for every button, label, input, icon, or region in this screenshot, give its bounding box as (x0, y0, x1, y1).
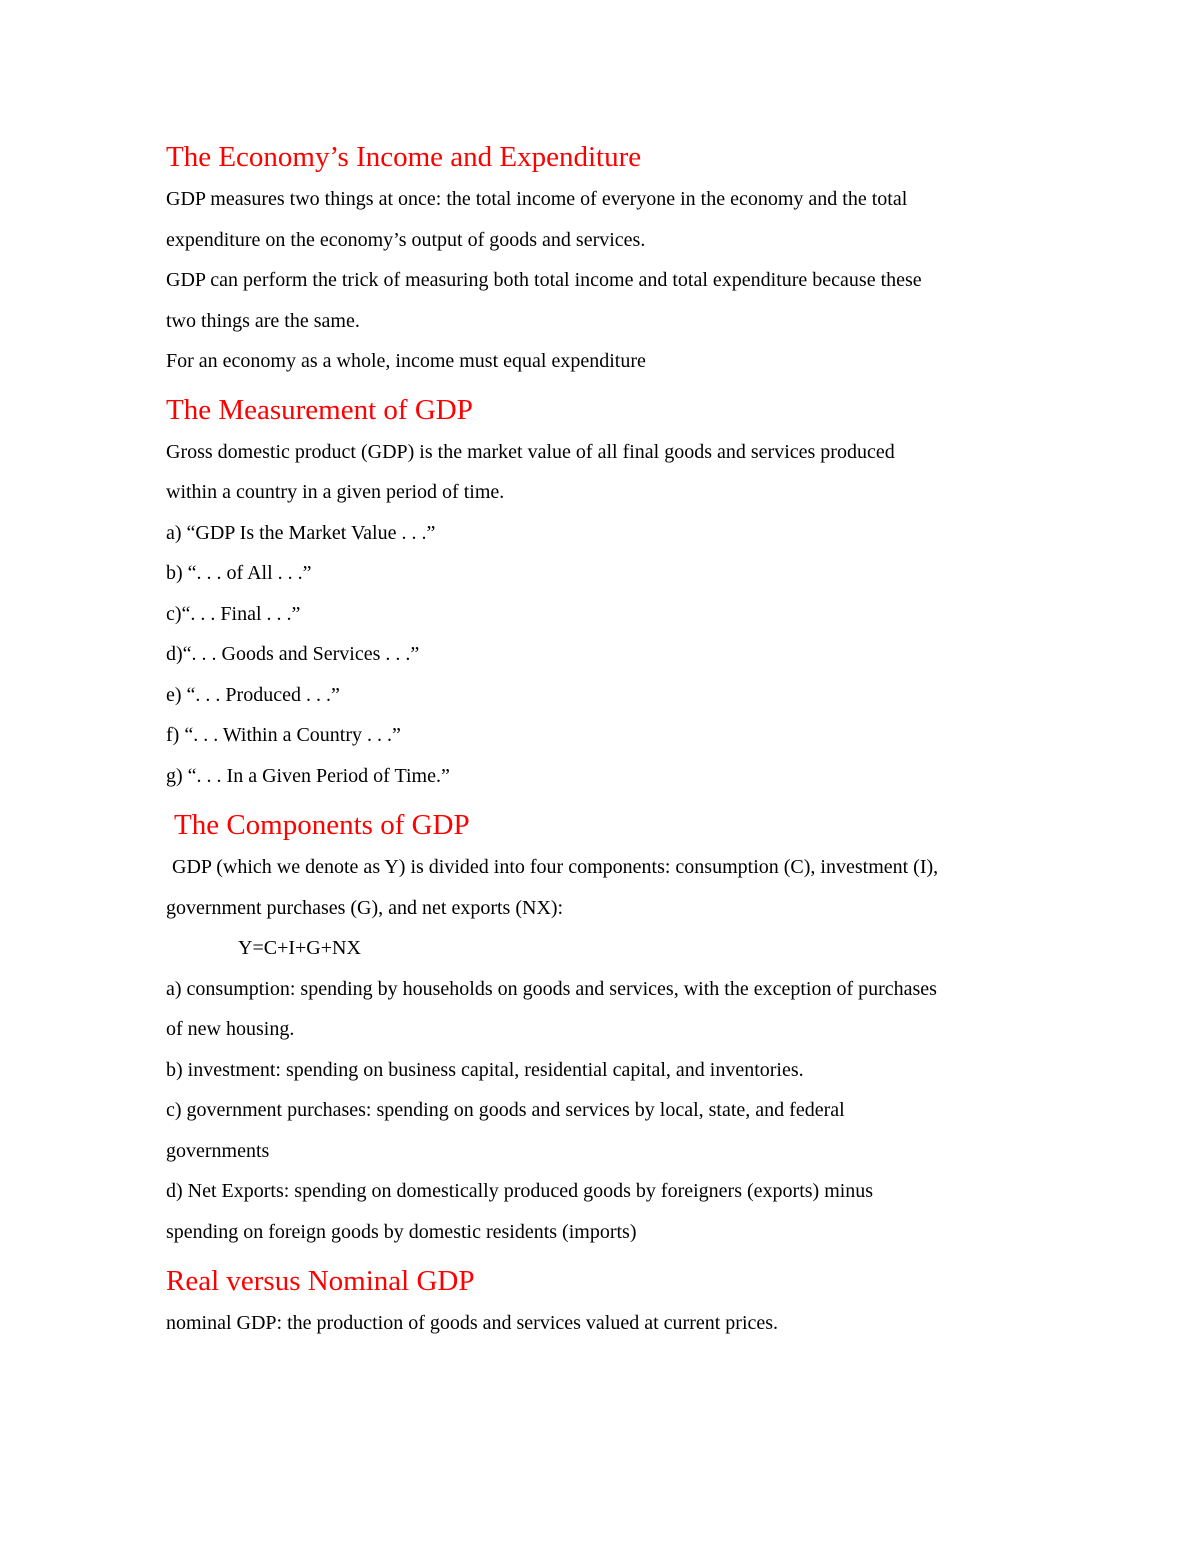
section-body-components (166, 847, 1096, 1252)
list-item: g) “. . . In a Given Period of Time.” (166, 764, 450, 787)
paragraph-line: expenditure on the economy’s output of goods and services. (166, 228, 646, 251)
list-item-continuation: governments (166, 1139, 270, 1162)
paragraph-line: within a country in a given period of time. (166, 481, 505, 503)
document-page (166, 139, 1096, 1344)
list-item: b) “. . . of All . . .” (166, 562, 312, 584)
section-body-income-expenditure (166, 179, 1096, 382)
list-item-continuation: spending on foreign goods by domestic residents (imports) (166, 1220, 637, 1243)
section-heading-income-expenditure: The Economy’s Income and Expenditure (166, 141, 642, 173)
list-item: d) Net Exports: spending on domestically produced goods by foreigners (exports) minus (166, 1180, 874, 1202)
paragraph-line: For an economy as a whole, income must equal expenditure (166, 350, 646, 372)
paragraph-line: government purchases (G), and net exports (NX): (166, 896, 564, 919)
paragraph-line: GDP measures two things at once: the total income of everyone in the economy and the total (166, 188, 908, 210)
paragraph-line: GDP (which we denote as Y) is divided into four components: consumption (C), investment (I), (172, 856, 939, 878)
gdp-equation: Y=C+I+G+NX (238, 937, 361, 959)
section-body-measurement (166, 432, 1096, 797)
section-heading-real-nominal: Real versus Nominal GDP (166, 1265, 475, 1297)
list-item: a) “GDP Is the Market Value . . .” (166, 521, 436, 544)
paragraph-line: nominal GDP: the production of goods and services valued at current prices. (166, 1312, 779, 1334)
list-item: e) “. . . Produced . . .” (166, 683, 340, 706)
section-heading-measurement: The Measurement of GDP (166, 393, 473, 426)
paragraph-line: two things are the same. (166, 309, 360, 332)
list-item: c) government purchases: spending on goods and services by local, state, and federal (166, 1099, 845, 1121)
paragraph-line: Gross domestic product (GDP) is the market value of all final goods and services produced (166, 440, 895, 463)
list-item-continuation: of new housing. (166, 1018, 295, 1040)
paragraph-line: GDP can perform the trick of measuring both total income and total expenditure because these (166, 269, 922, 291)
list-item: a) consumption: spending by households on goods and services, with the exception of purchases (166, 977, 937, 1000)
list-item: f) “. . . Within a Country . . .” (166, 724, 401, 746)
section-body-real-nominal (166, 1303, 1096, 1344)
list-item: d)“. . . Goods and Services . . .” (166, 643, 420, 665)
section-heading-components: The Components of GDP (174, 809, 470, 841)
list-item: b) investment: spending on business capital, residential capital, and inventories. (166, 1058, 804, 1081)
list-item: c)“. . . Final . . .” (166, 602, 301, 625)
